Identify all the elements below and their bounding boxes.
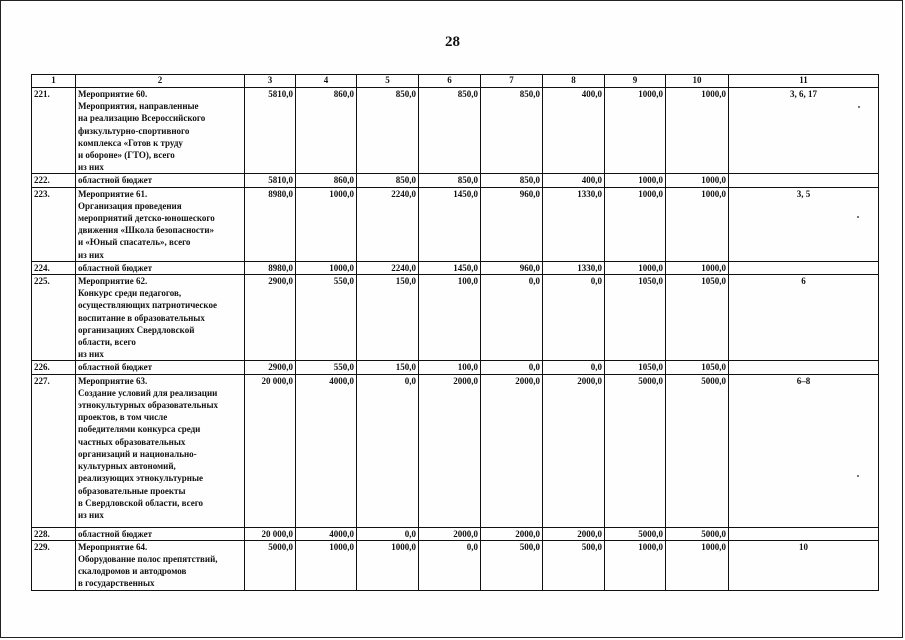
value-cell: 1000,0 [296,261,357,274]
value-cell: 850,0 [357,88,419,174]
value-cell: 960,0 [481,261,543,274]
value-cell: 5810,0 [245,174,296,187]
value-cell: 1000,0 [605,187,666,261]
table-row [32,187,879,261]
value-cell: 850,0 [481,88,543,174]
value-cell: 8980,0 [245,261,296,274]
reference-cell [729,174,879,187]
value-cell: 1450,0 [419,261,481,274]
value-cell: 0,0 [543,361,605,374]
value-cell: 2000,0 [543,527,605,540]
value-cell: 400,0 [543,88,605,174]
row-description: Мероприятие 62. Конкурс среди педагогов, осуществляющих патриотическое воспитание в образовательных организациях Свердловской области, всего из них [76,275,245,361]
table-row [32,174,879,187]
value-cell: 1000,0 [666,540,729,590]
value-cell: 550,0 [296,275,357,361]
value-cell: 5810,0 [245,88,296,174]
value-cell: 1330,0 [543,187,605,261]
value-cell: 1000,0 [605,261,666,274]
value-cell: 100,0 [419,361,481,374]
value-cell: 0,0 [481,361,543,374]
row-description: Мероприятие 63. Создание условий для реализации этнокультурных образовательных проектов, в том числе победителями конкурса среди частных образовательных организаций и национально- культурных автономий, реализующих этнокультурные образовательные проекты в Свердловской области, всего из них [76,374,245,527]
column-header: 4 [296,75,357,88]
column-header: 10 [666,75,729,88]
column-header: 9 [605,75,666,88]
value-cell: 1000,0 [605,88,666,174]
reference-cell: 6 [729,275,879,361]
value-cell: 1050,0 [605,275,666,361]
value-cell: 500,0 [481,540,543,590]
row-number: 229. [32,540,76,590]
value-cell: 860,0 [296,174,357,187]
value-cell: 2000,0 [419,374,481,527]
table-row [32,361,879,374]
value-cell: 860,0 [296,88,357,174]
value-cell: 2000,0 [481,527,543,540]
value-cell: 5000,0 [605,374,666,527]
value-cell: 2240,0 [357,187,419,261]
value-cell: 1000,0 [296,540,357,590]
value-cell: 1000,0 [296,187,357,261]
column-header: 11 [729,75,879,88]
value-cell: 1000,0 [666,88,729,174]
value-cell: 4000,0 [296,374,357,527]
column-header: 6 [419,75,481,88]
row-number: 226. [32,361,76,374]
reference-cell: 6–8 [729,374,879,527]
row-description: Мероприятие 60. Мероприятия, направленные на реализацию Всероссийского физкультурно-спортивного комплекса «Готов к труду и обороне» (ГТО), всего из них [76,88,245,174]
row-number: 228. [32,527,76,540]
row-number: 225. [32,275,76,361]
value-cell: 0,0 [481,275,543,361]
value-cell: 960,0 [481,187,543,261]
row-number: 222. [32,174,76,187]
reference-cell: 3, 6, 17 [729,88,879,174]
value-cell: 2000,0 [419,527,481,540]
value-cell: 2000,0 [481,374,543,527]
row-number: 224. [32,261,76,274]
row-number: 223. [32,187,76,261]
value-cell: 2240,0 [357,261,419,274]
scan-speck [857,475,859,477]
value-cell: 850,0 [357,174,419,187]
row-description: областной бюджет [76,174,245,187]
column-header: 3 [245,75,296,88]
value-cell: 0,0 [357,374,419,527]
table-header-row [32,75,879,88]
row-description: областной бюджет [76,361,245,374]
value-cell: 850,0 [419,88,481,174]
value-cell: 5000,0 [666,374,729,527]
row-description: Мероприятие 61. Организация проведения мероприятий детско-юношеского движения «Школа безопасности» и «Юный спасатель», всего из них [76,187,245,261]
row-number: 221. [32,88,76,174]
value-cell: 1050,0 [666,361,729,374]
value-cell: 20 000,0 [245,527,296,540]
value-cell: 1330,0 [543,261,605,274]
column-header: 5 [357,75,419,88]
table-row [32,88,879,174]
reference-cell: 10 [729,540,879,590]
scan-speck [858,106,860,108]
scan-speck [857,216,859,218]
value-cell: 1000,0 [666,261,729,274]
value-cell: 0,0 [357,527,419,540]
value-cell: 400,0 [543,174,605,187]
reference-cell [729,261,879,274]
table-row [32,527,879,540]
row-number: 227. [32,374,76,527]
column-header: 1 [32,75,76,88]
value-cell: 8980,0 [245,187,296,261]
value-cell: 1000,0 [605,540,666,590]
value-cell: 2000,0 [543,374,605,527]
table-row [32,374,879,527]
value-cell: 5000,0 [605,527,666,540]
value-cell: 850,0 [481,174,543,187]
value-cell: 1050,0 [605,361,666,374]
page-number: 28 [445,34,460,50]
value-cell: 2900,0 [245,275,296,361]
reference-cell [729,361,879,374]
value-cell: 0,0 [543,275,605,361]
value-cell: 850,0 [419,174,481,187]
value-cell: 1000,0 [605,174,666,187]
value-cell: 550,0 [296,361,357,374]
value-cell: 100,0 [419,275,481,361]
value-cell: 2900,0 [245,361,296,374]
value-cell: 5000,0 [245,540,296,590]
value-cell: 1050,0 [666,275,729,361]
value-cell: 0,0 [419,540,481,590]
value-cell: 20 000,0 [245,374,296,527]
table-row [32,275,879,361]
row-description: областной бюджет [76,261,245,274]
value-cell: 5000,0 [666,527,729,540]
value-cell: 1000,0 [666,174,729,187]
value-cell: 500,0 [543,540,605,590]
row-description: областной бюджет [76,527,245,540]
value-cell: 1000,0 [357,540,419,590]
value-cell: 1000,0 [666,187,729,261]
value-cell: 150,0 [357,361,419,374]
reference-cell [729,527,879,540]
budget-table [31,74,879,591]
value-cell: 150,0 [357,275,419,361]
column-header: 8 [543,75,605,88]
value-cell: 4000,0 [296,527,357,540]
column-header: 7 [481,75,543,88]
reference-cell: 3, 5 [729,187,879,261]
row-description: Мероприятие 64. Оборудование полос препятствий, скалодромов и автодромов в государственных [76,540,245,590]
table-row [32,261,879,274]
column-header: 2 [76,75,245,88]
value-cell: 1450,0 [419,187,481,261]
table-row [32,540,879,590]
